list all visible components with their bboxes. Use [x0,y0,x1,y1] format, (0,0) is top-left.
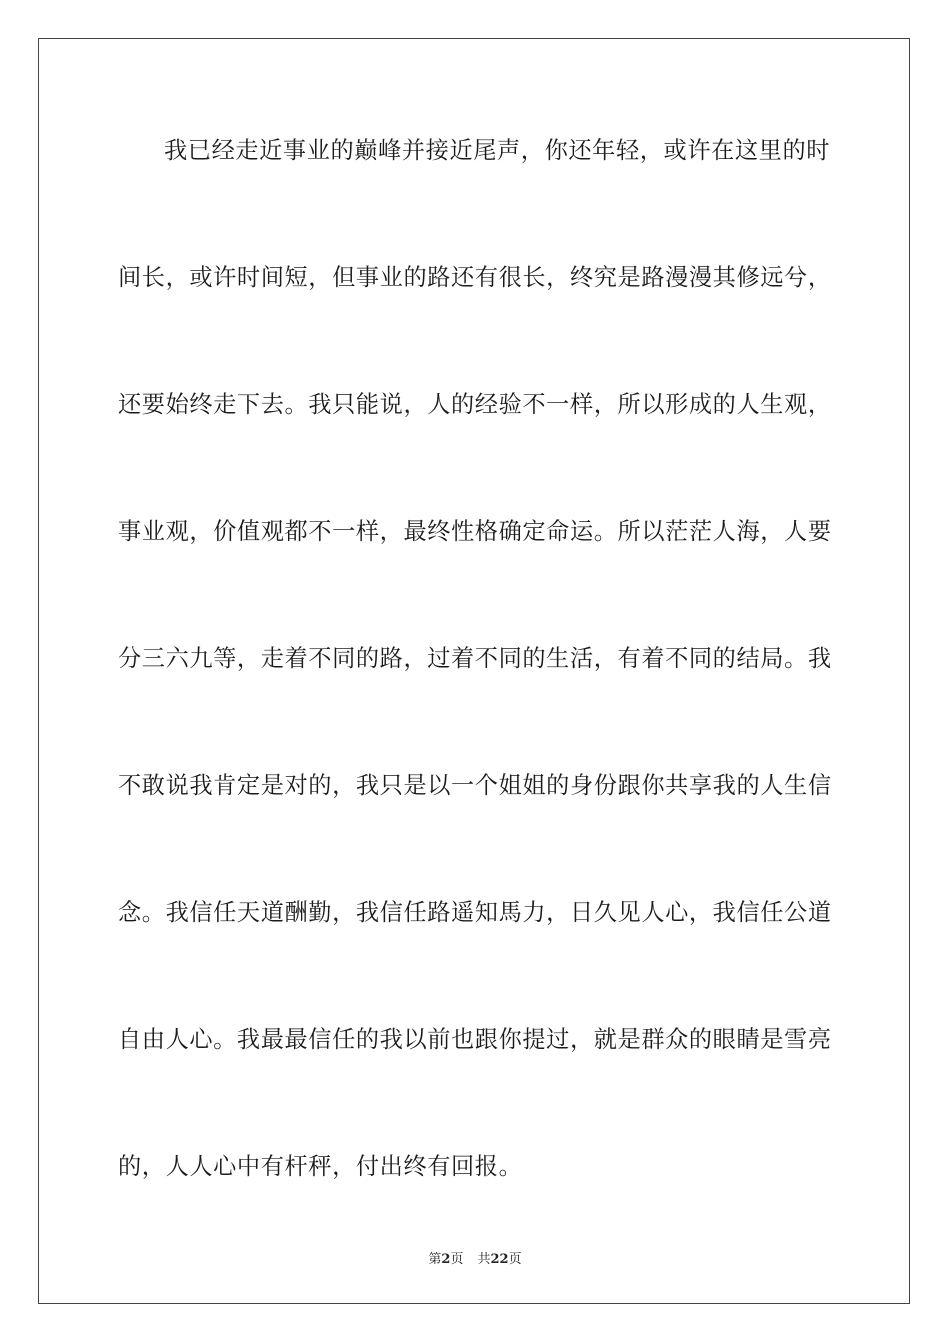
total-suffix: 页 [508,1252,522,1267]
paragraph-line: 不敢说我肯定是对的，我只是以一个姐姐的身份跟你共享我的人生信 [118,772,832,799]
page-prefix: 第 [428,1252,442,1267]
page-suffix: 页 [450,1252,464,1267]
page-current: 2 [441,1252,451,1267]
paragraph-line: 自由人心。我最最信任的我以前也跟你提过，就是群众的眼睛是雪亮 [118,1026,832,1053]
total-prefix: 共 [477,1252,491,1267]
paragraph-line: 间长，或许时间短，但事业的路还有很长，终究是路漫漫其修远兮， [118,264,832,291]
page-footer [0,1248,950,1267]
paragraph-line: 念。我信任天道酬勤，我信任路遥知馬力，日久见人心，我信任公道 [118,899,832,926]
paragraph-line: 分三六九等，走着不同的路，过着不同的生活，有着不同的结局。我 [118,645,832,672]
body-text [118,130,834,1273]
paragraph-line: 还要始终走下去。我只能说，人的经验不一样，所以形成的人生观， [118,391,832,418]
paragraph-line: 的，人人心中有杆秤，付出终有回报。 [118,1153,523,1180]
paragraph-line: 事业观，价值观都不一样，最终性格确定命运。所以茫茫人海，人要 [118,518,832,545]
page-total: 22 [490,1252,509,1267]
paragraph-line: 我已经走近事业的巅峰并接近尾声，你还年轻，或许在这里的时 [164,137,831,164]
